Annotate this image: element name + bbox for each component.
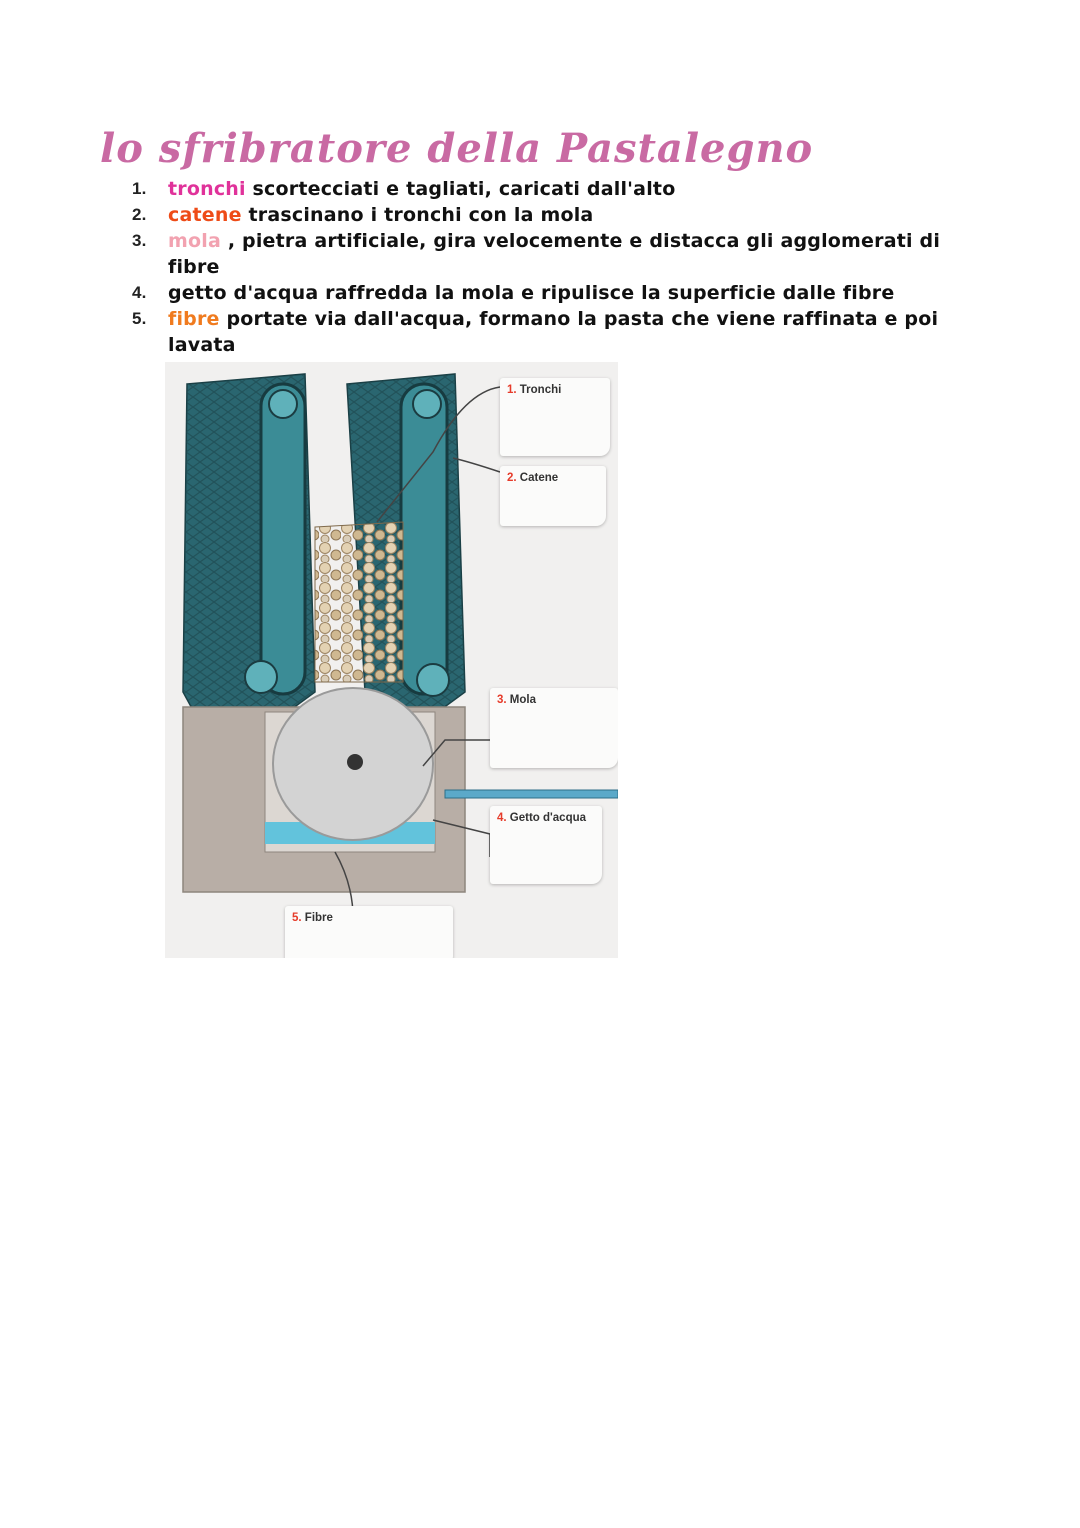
step-keyword: mola [168, 230, 221, 252]
step-text: scortecciati e tagliati, caricati dall'alto [245, 178, 676, 200]
left-chain-belt [261, 384, 305, 694]
right-chain-belt [401, 384, 447, 694]
steps-list [132, 176, 962, 358]
step-text: portate via dall'acqua, formano la pasta che viene raffinata e poi lavata [168, 308, 939, 356]
gear-icon [417, 664, 449, 696]
step-text: trascinano i tronchi con la mola [241, 204, 594, 226]
water-pipe [445, 790, 618, 798]
step-item [132, 228, 962, 280]
step-keyword: catene [168, 204, 242, 226]
label-mola: 3. Mola [490, 688, 618, 768]
step-number: 4. [132, 283, 147, 302]
stone-axle [347, 754, 363, 770]
page-title: lo sfribratore della Pastalegno [100, 125, 814, 172]
label-catene: 2. Catene [500, 466, 606, 526]
step-text: , pietra artificiale, gira velocemente e distacca gli agglomerati di fibre [168, 230, 941, 278]
step-keyword: fibre [168, 308, 220, 330]
step-number: 3. [132, 231, 147, 250]
logs-stack [315, 522, 403, 682]
step-number: 5. [132, 309, 147, 328]
step-text: getto d'acqua raffredda la mola e ripulisce la superficie dalle fibre [168, 282, 895, 304]
label-getto-acqua: 4. Getto d'acqua [490, 806, 602, 884]
step-number: 2. [132, 205, 147, 224]
label-tronchi: 1. Tronchi [500, 378, 610, 456]
step-keyword: tronchi [168, 178, 246, 200]
step-item [132, 202, 962, 228]
gear-icon [413, 390, 441, 418]
step-item [132, 176, 962, 202]
step-item [132, 306, 962, 358]
left-chain [183, 374, 315, 714]
step-number: 1. [132, 179, 147, 198]
gear-icon [269, 390, 297, 418]
gear-icon [245, 661, 277, 693]
label-fibre: 5. Fibre [285, 906, 453, 958]
grinder-diagram [165, 362, 618, 958]
step-item [132, 280, 962, 306]
